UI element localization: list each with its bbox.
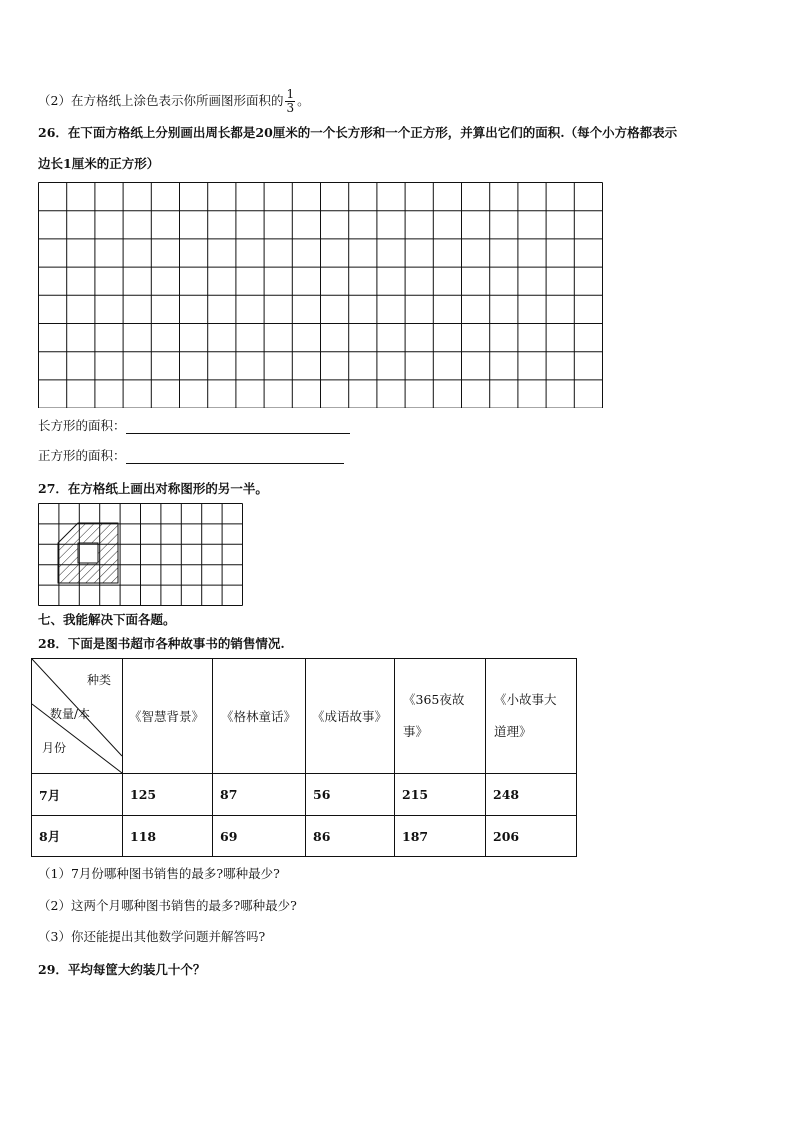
half-shape-hatched [58,523,118,583]
square-area-label: 正方形的面积： [38,448,126,463]
q27-symmetry-grid[interactable] [38,503,244,606]
value-cell: 87 [213,774,306,816]
col-header-small-story-line2: 道理》 [494,724,532,739]
col-header-zhihui: 《智慧背景》 [123,659,213,774]
col-header-small-story [486,659,577,774]
value-cell: 125 [123,774,213,816]
table-row [32,816,577,857]
month-cell: 8月 [32,816,123,857]
col-header-365-line1: 《365夜故 [403,692,465,707]
sales-table [31,658,577,857]
col-header-small-story-line1: 《小故事大 [494,692,557,707]
diagonal-header-cell [32,659,123,774]
one-third-fraction [285,88,295,115]
fraction-numerator: 1 [286,87,295,101]
value-cell: 206 [486,816,577,857]
q28-text: 28．下面是图书超市各种故事书的销售情况. [38,636,285,651]
q28-sub1: （1）7月份哪种图书销售的最多?哪种最少? [38,866,280,881]
fraction-denominator: 3 [286,101,295,115]
table-row [32,774,577,816]
rect-area-answer-blank[interactable] [126,421,350,434]
rect-area-label: 长方形的面积： [38,418,126,433]
col-header-365 [395,659,486,774]
q26-text-line2: 边长1厘米的正方形） [38,156,160,171]
rect-area-row [38,418,350,434]
header-month: 月份 [42,741,67,755]
value-cell: 187 [395,816,486,857]
header-kind: 种类 [87,673,112,687]
q27-text: 27．在方格纸上画出对称图形的另一半。 [38,481,268,496]
table-header-row [32,659,577,774]
col-header-idiom: 《成语故事》 [306,659,395,774]
section-seven-title: 七、我能解决下面各题。 [38,612,176,627]
month-cell: 7月 [32,774,123,816]
col-header-grimm: 《格林童话》 [213,659,306,774]
value-cell: 69 [213,816,306,857]
header-qty: 数量/本 [50,707,91,721]
q28-sub3: （3）你还能提出其他数学问题并解答吗? [38,929,266,944]
col-header-365-line2: 事》 [403,724,429,739]
square-area-row [38,448,344,464]
value-cell: 248 [486,774,577,816]
q26-text-line1: 26．在下面方格纸上分别画出周长都是20厘米的一个长方形和一个正方形，并算出它们的面积.（每个小方格都表示 [38,125,678,140]
q26-grid-paper[interactable] [38,182,608,408]
value-cell: 118 [123,816,213,857]
q25-part2 [38,88,310,115]
square-area-answer-blank[interactable] [126,451,344,464]
value-cell: 215 [395,774,486,816]
q25-part2-text: （2）在方格纸上涂色表示你所画图形面积的 [38,93,284,108]
q28-sub2: （2）这两个月哪种图书销售的最多?哪种最少? [38,898,297,913]
value-cell: 86 [306,816,395,857]
value-cell: 56 [306,774,395,816]
q25-part2-end: 。 [297,93,310,108]
q29-text: 29．平均每筐大约装几十个？ [38,962,206,977]
